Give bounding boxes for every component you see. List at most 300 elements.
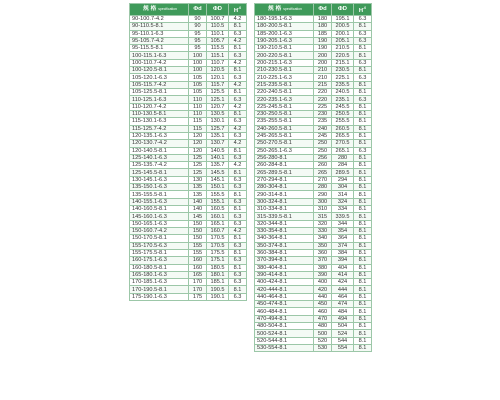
table-row <box>130 37 247 44</box>
cell-height: 8.1 <box>354 264 372 271</box>
cell-inner-diameter: 320 <box>314 220 332 227</box>
cell-height: 8.1 <box>354 89 372 96</box>
cell-spec: 400-424-8.1 <box>255 279 314 286</box>
cell-inner-diameter: 215 <box>314 81 332 88</box>
cell-inner-diameter: 160 <box>189 264 207 271</box>
table-row <box>255 301 372 308</box>
cell-height: 8.1 <box>354 45 372 52</box>
table-row <box>255 206 372 213</box>
cell-outer-diameter: 484 <box>332 308 354 315</box>
cell-spec: 225-245.5-8.1 <box>255 103 314 110</box>
table-row <box>130 293 247 300</box>
table-row <box>130 81 247 88</box>
cell-outer-diameter: 180.1 <box>207 271 229 278</box>
cell-inner-diameter: 95 <box>189 37 207 44</box>
cell-height: 8.1 <box>354 242 372 249</box>
cell-outer-diameter: 544 <box>332 337 354 344</box>
cell-outer-diameter: 304 <box>332 184 354 191</box>
cell-inner-diameter: 300 <box>314 198 332 205</box>
cell-outer-diameter: 160.5 <box>207 206 229 213</box>
cell-outer-diameter: 374 <box>332 242 354 249</box>
spec-table-left-body <box>130 15 247 300</box>
cell-outer-diameter: 175.5 <box>207 249 229 256</box>
cell-height: 8.1 <box>354 286 372 293</box>
spec-table-right <box>254 3 372 352</box>
cell-outer-diameter: 115.1 <box>207 52 229 59</box>
table-row <box>255 242 372 249</box>
cell-inner-diameter: 100 <box>189 52 207 59</box>
cell-inner-diameter: 530 <box>314 344 332 351</box>
cell-spec: 105-125.5-8.1 <box>130 89 189 96</box>
cell-spec: 220-240.5-8.1 <box>255 89 314 96</box>
cell-outer-diameter: 170.5 <box>207 235 229 242</box>
table-row <box>255 52 372 59</box>
cell-inner-diameter: 155 <box>189 249 207 256</box>
cell-inner-diameter: 155 <box>189 242 207 249</box>
cell-outer-diameter: 324 <box>332 198 354 205</box>
table-row <box>130 154 247 161</box>
cell-spec: 185-200.1-6.3 <box>255 30 314 37</box>
cell-outer-diameter: 185.1 <box>207 279 229 286</box>
header-spec: 规 格 specification <box>130 4 189 16</box>
cell-spec: 125-135.7-4.2 <box>130 162 189 169</box>
cell-spec: 95-115.5-8.1 <box>130 45 189 52</box>
table-row <box>130 30 247 37</box>
cell-outer-diameter: 344 <box>332 220 354 227</box>
cell-inner-diameter: 200 <box>314 59 332 66</box>
table-row <box>255 154 372 161</box>
cell-height: 4.2 <box>229 162 247 169</box>
cell-outer-diameter: 180.5 <box>207 264 229 271</box>
cell-spec: 145-160.1-6.3 <box>130 213 189 220</box>
cell-height: 8.1 <box>229 169 247 176</box>
cell-height: 8.1 <box>354 344 372 351</box>
cell-spec: 120-140.5-8.1 <box>130 147 189 154</box>
header-outer-diameter: ΦD <box>332 4 354 16</box>
cell-spec: 115-125.7-4.2 <box>130 125 189 132</box>
cell-outer-diameter: 115.5 <box>207 45 229 52</box>
cell-inner-diameter: 245 <box>314 132 332 139</box>
cell-spec: 256-280-8.1 <box>255 154 314 161</box>
cell-height: 8.1 <box>354 191 372 198</box>
cell-height: 6.3 <box>354 147 372 154</box>
cell-outer-diameter: 120.7 <box>207 103 229 110</box>
table-row <box>255 45 372 52</box>
cell-height: 8.1 <box>354 198 372 205</box>
cell-spec: 125-145.5-8.1 <box>130 169 189 176</box>
table-row <box>130 103 247 110</box>
cell-spec: 200-220.5-8.1 <box>255 52 314 59</box>
cell-height: 8.1 <box>354 337 372 344</box>
cell-outer-diameter: 130.1 <box>207 118 229 125</box>
cell-outer-diameter: 524 <box>332 330 354 337</box>
cell-height: 8.1 <box>229 110 247 117</box>
cell-height: 8.1 <box>229 249 247 256</box>
cell-outer-diameter: 235.5 <box>332 81 354 88</box>
cell-inner-diameter: 170 <box>189 286 207 293</box>
cell-height: 8.1 <box>354 235 372 242</box>
cell-inner-diameter: 340 <box>314 235 332 242</box>
cell-height: 8.1 <box>354 323 372 330</box>
table-row <box>255 96 372 103</box>
table-row <box>255 344 372 351</box>
cell-spec: 310-334-8.1 <box>255 206 314 213</box>
cell-inner-diameter: 360 <box>314 249 332 256</box>
cell-outer-diameter: 394 <box>332 257 354 264</box>
table-row <box>255 286 372 293</box>
cell-height: 6.3 <box>229 132 247 139</box>
header-spec: 规 格 specification <box>255 4 314 16</box>
cell-height: 8.1 <box>229 191 247 198</box>
table-row <box>130 59 247 66</box>
cell-height: 8.1 <box>229 89 247 96</box>
header-inner-diameter: Φd <box>314 4 332 16</box>
cell-height: 8.1 <box>354 118 372 125</box>
table-row <box>130 52 247 59</box>
cell-height: 8.1 <box>229 206 247 213</box>
cell-height: 8.1 <box>229 264 247 271</box>
cell-height: 8.1 <box>229 23 247 30</box>
cell-spec: 380-404-8.1 <box>255 264 314 271</box>
cell-inner-diameter: 125 <box>189 154 207 161</box>
cell-spec: 155-175.5-8.1 <box>130 249 189 256</box>
cell-spec: 95-110.1-6.3 <box>130 30 189 37</box>
table-row <box>130 147 247 154</box>
cell-spec: 350-374-8.1 <box>255 242 314 249</box>
cell-inner-diameter: 110 <box>189 96 207 103</box>
cell-outer-diameter: 294 <box>332 176 354 183</box>
cell-inner-diameter: 140 <box>189 198 207 205</box>
cell-spec: 500-524-8.1 <box>255 330 314 337</box>
table-row <box>130 74 247 81</box>
table-row <box>255 227 372 234</box>
cell-height: 6.3 <box>229 242 247 249</box>
table-row <box>130 125 247 132</box>
cell-height: 8.1 <box>354 132 372 139</box>
table-row <box>130 110 247 117</box>
table-row <box>130 45 247 52</box>
cell-outer-diameter: 135.1 <box>207 132 229 139</box>
cell-spec: 210-225.1-6.3 <box>255 74 314 81</box>
cell-outer-diameter: 240.5 <box>332 89 354 96</box>
cell-outer-diameter: 314 <box>332 191 354 198</box>
table-row <box>255 198 372 205</box>
cell-height: 8.1 <box>354 271 372 278</box>
cell-spec: 190-210.5-8.1 <box>255 45 314 52</box>
cell-outer-diameter: 195.1 <box>332 15 354 22</box>
cell-spec: 480-504-8.1 <box>255 323 314 330</box>
cell-outer-diameter: 384 <box>332 249 354 256</box>
cell-outer-diameter: 105.7 <box>207 37 229 44</box>
cell-inner-diameter: 220 <box>314 96 332 103</box>
cell-inner-diameter: 225 <box>314 103 332 110</box>
cell-inner-diameter: 290 <box>314 191 332 198</box>
cell-outer-diameter: 424 <box>332 279 354 286</box>
table-row <box>130 198 247 205</box>
table-row <box>130 67 247 74</box>
cell-outer-diameter: 474 <box>332 301 354 308</box>
cell-inner-diameter: 95 <box>189 30 207 37</box>
cell-inner-diameter: 470 <box>314 315 332 322</box>
cell-height: 6.3 <box>354 15 372 22</box>
table-row <box>255 147 372 154</box>
cell-inner-diameter: 500 <box>314 330 332 337</box>
cell-height: 8.1 <box>354 169 372 176</box>
cell-inner-diameter: 120 <box>189 140 207 147</box>
header-height: $H^{-0}$ <box>229 4 247 16</box>
cell-spec: 360-384-8.1 <box>255 249 314 256</box>
cell-outer-diameter: 200.5 <box>332 23 354 30</box>
table-row <box>130 169 247 176</box>
cell-outer-diameter: 280 <box>332 154 354 161</box>
cell-height: 8.1 <box>354 308 372 315</box>
cell-spec: 210-230.5-8.1 <box>255 67 314 74</box>
cell-spec: 150-165.1-6.3 <box>130 220 189 227</box>
cell-outer-diameter: 110.1 <box>207 30 229 37</box>
cell-outer-diameter: 364 <box>332 235 354 242</box>
table-row <box>130 279 247 286</box>
cell-spec: 460-484-8.1 <box>255 308 314 315</box>
cell-height: 4.2 <box>229 37 247 44</box>
cell-height: 8.1 <box>354 315 372 322</box>
cell-spec: 470-494-8.1 <box>255 315 314 322</box>
cell-outer-diameter: 464 <box>332 293 354 300</box>
cell-outer-diameter: 265.1 <box>332 147 354 154</box>
cell-spec: 200-215.1-6.3 <box>255 59 314 66</box>
cell-spec: 240-260.5-8.1 <box>255 125 314 132</box>
cell-height: 6.3 <box>229 154 247 161</box>
cell-spec: 180-195.1-6.3 <box>255 15 314 22</box>
cell-outer-diameter: 110.7 <box>207 59 229 66</box>
cell-outer-diameter: 414 <box>332 271 354 278</box>
cell-spec: 105-120.1-6.3 <box>130 74 189 81</box>
cell-spec: 530-554-8.1 <box>255 344 314 351</box>
cell-height: 8.1 <box>354 52 372 59</box>
cell-height: 8.1 <box>229 235 247 242</box>
cell-inner-diameter: 460 <box>314 308 332 315</box>
table-row <box>255 74 372 81</box>
cell-height: 8.1 <box>354 213 372 220</box>
cell-spec: 215-235.5-8.1 <box>255 81 314 88</box>
table-row <box>130 184 247 191</box>
cell-inner-diameter: 380 <box>314 264 332 271</box>
table-row <box>255 213 372 220</box>
cell-inner-diameter: 190 <box>314 45 332 52</box>
cell-height: 4.2 <box>229 15 247 22</box>
cell-spec: 160-175.1-6.3 <box>130 257 189 264</box>
table-row <box>130 206 247 213</box>
table-row <box>130 242 247 249</box>
cell-height: 8.1 <box>354 125 372 132</box>
table-row <box>255 293 372 300</box>
cell-outer-diameter: 354 <box>332 227 354 234</box>
cell-outer-diameter: 444 <box>332 286 354 293</box>
table-row <box>255 162 372 169</box>
cell-inner-diameter: 170 <box>189 279 207 286</box>
cell-height: 6.3 <box>354 30 372 37</box>
table-row <box>130 191 247 198</box>
cell-inner-diameter: 130 <box>189 176 207 183</box>
cell-height: 6.3 <box>229 30 247 37</box>
cell-spec: 120-130.7-4.2 <box>130 140 189 147</box>
cell-spec: 100-110.7-4.2 <box>130 59 189 66</box>
table-row <box>255 125 372 132</box>
cell-inner-diameter: 125 <box>189 169 207 176</box>
cell-height: 4.2 <box>229 103 247 110</box>
table-row <box>130 235 247 242</box>
table-row <box>255 103 372 110</box>
cell-inner-diameter: 160 <box>189 257 207 264</box>
cell-height: 4.2 <box>229 59 247 66</box>
cell-outer-diameter: 255.5 <box>332 118 354 125</box>
cell-spec: 250-265.1-6.3 <box>255 147 314 154</box>
table-row <box>255 315 372 322</box>
cell-spec: 520-544-8.1 <box>255 337 314 344</box>
cell-inner-diameter: 200 <box>314 52 332 59</box>
cell-inner-diameter: 165 <box>189 271 207 278</box>
cell-inner-diameter: 180 <box>314 15 332 22</box>
cell-spec: 135-155.5-8.1 <box>130 191 189 198</box>
cell-height: 6.3 <box>229 293 247 300</box>
cell-outer-diameter: 554 <box>332 344 354 351</box>
cell-outer-diameter: 155.5 <box>207 191 229 198</box>
cell-spec: 150-160.7-4.2 <box>130 227 189 234</box>
cell-height: 6.3 <box>229 52 247 59</box>
cell-inner-diameter: 235 <box>314 118 332 125</box>
table-row <box>255 220 372 227</box>
cell-spec: 250-270.5-8.1 <box>255 140 314 147</box>
cell-inner-diameter: 265 <box>314 169 332 176</box>
table-row <box>255 140 372 147</box>
table-header-row <box>130 4 247 16</box>
cell-spec: 140-160.5-8.1 <box>130 206 189 213</box>
cell-outer-diameter: 245.5 <box>332 103 354 110</box>
cell-height: 4.2 <box>229 227 247 234</box>
cell-height: 8.1 <box>354 103 372 110</box>
cell-height: 8.1 <box>354 279 372 286</box>
cell-inner-diameter: 240 <box>314 125 332 132</box>
cell-inner-diameter: 450 <box>314 301 332 308</box>
cell-outer-diameter: 150.1 <box>207 184 229 191</box>
cell-outer-diameter: 145.1 <box>207 176 229 183</box>
cell-height: 6.3 <box>229 184 247 191</box>
table-row <box>255 169 372 176</box>
cell-height: 6.3 <box>229 198 247 205</box>
table-row <box>255 257 372 264</box>
table-row <box>255 30 372 37</box>
cell-height: 6.3 <box>354 96 372 103</box>
cell-spec: 105-115.7-4.2 <box>130 81 189 88</box>
table-row <box>255 59 372 66</box>
table-row <box>255 184 372 191</box>
cell-height: 8.1 <box>354 23 372 30</box>
table-row <box>255 132 372 139</box>
cell-inner-diameter: 180 <box>314 23 332 30</box>
cell-spec: 110-130.5-8.1 <box>130 110 189 117</box>
cell-spec: 270-294-8.1 <box>255 176 314 183</box>
cell-height: 8.1 <box>354 293 372 300</box>
cell-outer-diameter: 230.5 <box>332 67 354 74</box>
cell-spec: 290-314-8.1 <box>255 191 314 198</box>
table-row <box>255 81 372 88</box>
cell-height: 6.3 <box>354 37 372 44</box>
table-row <box>255 330 372 337</box>
cell-outer-diameter: 135.7 <box>207 162 229 169</box>
cell-spec: 170-185.1-6.3 <box>130 279 189 286</box>
cell-inner-diameter: 256 <box>314 154 332 161</box>
cell-spec: 300-324-8.1 <box>255 198 314 205</box>
cell-spec: 160-180.5-8.1 <box>130 264 189 271</box>
cell-inner-diameter: 100 <box>189 67 207 74</box>
table-row <box>130 140 247 147</box>
table-row <box>255 110 372 117</box>
cell-height: 8.1 <box>354 249 372 256</box>
cell-inner-diameter: 280 <box>314 184 332 191</box>
cell-inner-diameter: 90 <box>189 23 207 30</box>
cell-outer-diameter: 220.5 <box>332 52 354 59</box>
cell-outer-diameter: 130.5 <box>207 110 229 117</box>
cell-height: 8.1 <box>354 176 372 183</box>
table-row <box>130 264 247 271</box>
table-row <box>130 271 247 278</box>
cell-spec: 120-135.1-6.3 <box>130 132 189 139</box>
spec-table-left <box>129 3 247 301</box>
header-outer-diameter: ΦD <box>207 4 229 16</box>
cell-height: 8.1 <box>354 301 372 308</box>
cell-inner-diameter: 210 <box>314 67 332 74</box>
cell-spec: 150-170.5-8.1 <box>130 235 189 242</box>
cell-inner-diameter: 100 <box>189 59 207 66</box>
cell-height: 8.1 <box>354 220 372 227</box>
spec-table-right-body <box>255 15 372 351</box>
cell-inner-diameter: 270 <box>314 176 332 183</box>
cell-spec: 265-289.5-8.1 <box>255 169 314 176</box>
cell-inner-diameter: 125 <box>189 162 207 169</box>
cell-spec: 90-100.7-4.2 <box>130 15 189 22</box>
cell-inner-diameter: 350 <box>314 242 332 249</box>
cell-inner-diameter: 250 <box>314 147 332 154</box>
cell-inner-diameter: 250 <box>314 140 332 147</box>
cell-outer-diameter: 125.7 <box>207 125 229 132</box>
cell-inner-diameter: 115 <box>189 118 207 125</box>
cell-outer-diameter: 289.5 <box>332 169 354 176</box>
cell-inner-diameter: 115 <box>189 125 207 132</box>
cell-outer-diameter: 165.1 <box>207 220 229 227</box>
cell-outer-diameter: 205.1 <box>332 37 354 44</box>
cell-inner-diameter: 150 <box>189 220 207 227</box>
cell-spec: 450-474-8.1 <box>255 301 314 308</box>
table-row <box>255 89 372 96</box>
cell-outer-diameter: 120.1 <box>207 74 229 81</box>
cell-inner-diameter: 95 <box>189 45 207 52</box>
cell-spec: 155-170.5-6.3 <box>130 242 189 249</box>
table-row <box>130 257 247 264</box>
cell-spec: 235-255.5-8.1 <box>255 118 314 125</box>
table-row <box>130 118 247 125</box>
cell-inner-diameter: 480 <box>314 323 332 330</box>
cell-outer-diameter: 155.1 <box>207 198 229 205</box>
table-row <box>130 227 247 234</box>
cell-spec: 100-120.5-8.1 <box>130 67 189 74</box>
cell-inner-diameter: 210 <box>314 74 332 81</box>
table-row <box>255 67 372 74</box>
cell-height: 6.3 <box>229 96 247 103</box>
table-row <box>130 249 247 256</box>
cell-outer-diameter: 339.5 <box>332 213 354 220</box>
cell-inner-diameter: 420 <box>314 286 332 293</box>
cell-outer-diameter: 404 <box>332 264 354 271</box>
cell-spec: 165-180.1-6.3 <box>130 271 189 278</box>
